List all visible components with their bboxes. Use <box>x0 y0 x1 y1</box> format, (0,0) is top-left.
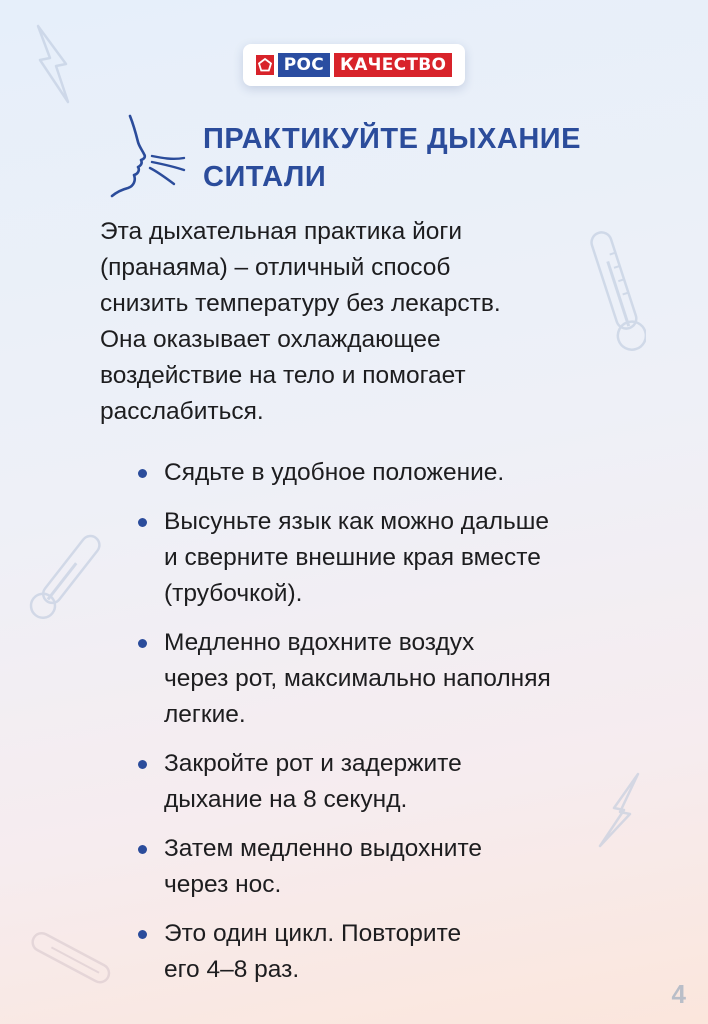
list-item <box>136 455 676 491</box>
face-breath-icon <box>104 112 190 204</box>
lightning-icon <box>30 22 76 106</box>
intro-paragraph <box>100 214 620 430</box>
list-item-line: Затем медленно выдохните <box>164 835 483 862</box>
list-item-line: через рот, максимально наполняя <box>164 665 551 692</box>
intro-line: Эта дыхательная практика йоги <box>100 218 463 245</box>
page-number: 4 <box>671 979 686 1009</box>
thermometer-icon <box>18 920 128 1000</box>
list-item-line: его 4–8 раз. <box>164 956 300 983</box>
intro-line: (пранаяма) – отличный способ <box>100 254 451 281</box>
list-item-line: Высуньте язык как можно дальше <box>164 508 550 535</box>
steps-list <box>136 455 676 1001</box>
list-item <box>136 625 676 733</box>
logo-pentagon-icon <box>256 55 274 75</box>
bullet-dot <box>138 930 147 939</box>
list-item <box>136 916 676 988</box>
list-item <box>136 746 676 818</box>
list-item-line: Сядьте в удобное положение. <box>164 459 505 486</box>
logo-text-right: КАЧЕСТВО <box>334 53 452 77</box>
intro-line: снизить температуру без лекарств. <box>100 290 501 317</box>
list-item-line: через нос. <box>164 871 282 898</box>
bullet-dot <box>138 845 147 854</box>
list-item-line: дыхание на 8 секунд. <box>164 786 408 813</box>
logo-text-left: РОС <box>278 53 330 77</box>
bullet-dot <box>138 639 147 648</box>
bullet-dot <box>138 518 147 527</box>
intro-line: воздействие на тело и помогает <box>100 362 466 389</box>
bullet-dot <box>138 469 147 478</box>
bullet-dot <box>138 760 147 769</box>
title-line-1: ПРАКТИКУЙТЕ ДЫХАНИЕ <box>203 123 581 155</box>
list-item-line: Медленно вдохните воздух <box>164 629 475 656</box>
title-line-2: СИТАЛИ <box>203 161 327 193</box>
list-item <box>136 831 676 903</box>
thermometer-icon <box>22 520 112 630</box>
roskachestvo-logo <box>243 44 465 86</box>
list-item <box>136 504 676 612</box>
list-item-line: и сверните внешние края вместе <box>164 544 541 571</box>
list-item-line: (трубочкой). <box>164 580 303 607</box>
list-item-line: легкие. <box>164 701 246 728</box>
page-title <box>203 120 623 196</box>
intro-line: расслабиться. <box>100 398 264 425</box>
list-item-line: Закройте рот и задержите <box>164 750 462 777</box>
intro-line: Она оказывает охлаждающее <box>100 326 441 353</box>
list-item-line: Это один цикл. Повторите <box>164 920 462 947</box>
